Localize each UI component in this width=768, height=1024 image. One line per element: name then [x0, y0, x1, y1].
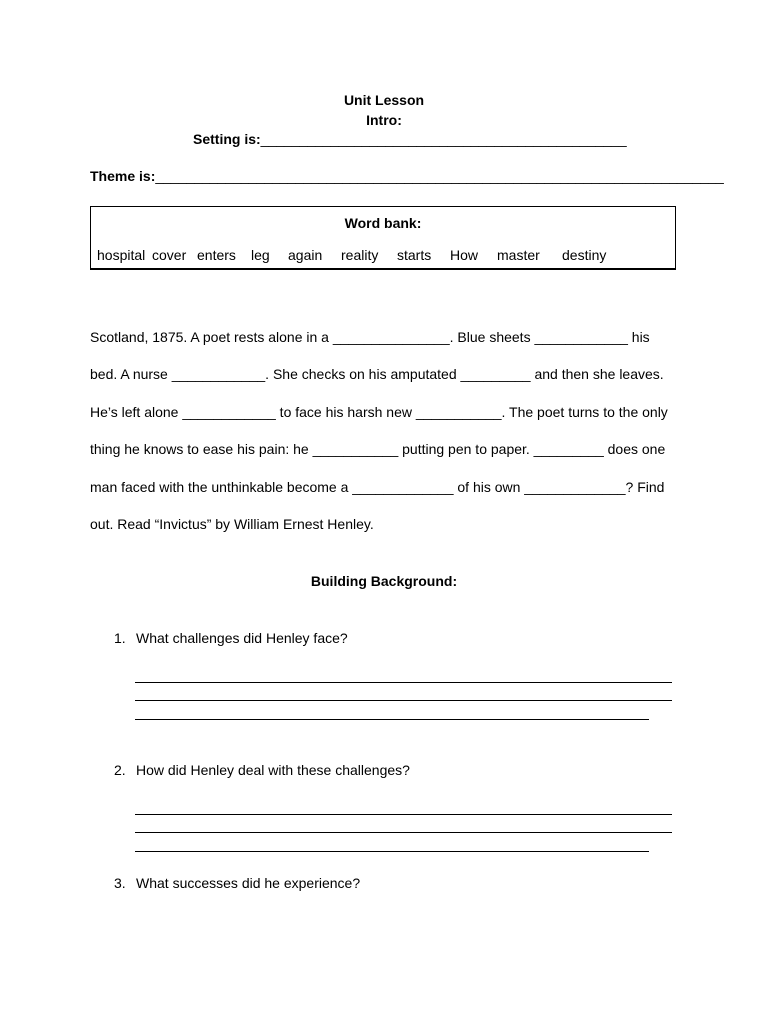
page-title: Unit Lesson — [343, 92, 425, 108]
setting-field[interactable] — [193, 131, 627, 147]
question-number: 2. — [114, 762, 126, 778]
word-bank-word: leg — [251, 247, 270, 263]
setting-blank[interactable]: _______________________________________________ — [260, 131, 627, 147]
answer-line[interactable] — [135, 814, 672, 815]
question-number: 3. — [114, 875, 126, 891]
intro-heading: Intro: — [366, 112, 402, 128]
passage-line: out. Read “Invictus” by William Ernest Henley. — [90, 516, 374, 532]
word-bank-word: destiny — [562, 247, 607, 263]
answer-line[interactable] — [135, 719, 649, 720]
passage-line: He’s left alone ____________ to face his harsh new ___________. The poet turns to the only — [90, 404, 668, 420]
passage-line: Scotland, 1875. A poet rests alone in a _______________. Blue sheets ____________ his — [90, 329, 650, 345]
word-bank-title: Word bank: — [344, 215, 422, 231]
word-bank-word: again — [288, 247, 323, 263]
word-bank-box — [90, 206, 676, 270]
answer-line[interactable] — [135, 700, 672, 701]
word-bank-word: enters — [197, 247, 236, 263]
answer-line[interactable] — [135, 851, 649, 852]
setting-label: Setting is: — [193, 131, 261, 147]
question-text: What challenges did Henley face? — [136, 630, 348, 646]
theme-blank[interactable]: _________________________________________________________________________ — [155, 168, 724, 184]
answer-line[interactable] — [135, 682, 672, 683]
word-bank-word: How — [450, 247, 479, 263]
building-background-heading: Building Background: — [310, 573, 458, 589]
word-bank-word: hospital — [97, 247, 146, 263]
passage-line: man faced with the unthinkable become a _____________ of his own _____________? Find — [90, 479, 665, 495]
word-bank-word: starts — [397, 247, 432, 263]
question-text: How did Henley deal with these challenges? — [136, 762, 410, 778]
theme-label: Theme is: — [90, 168, 156, 184]
passage-line: thing he knows to ease his pain: he ___________ putting pen to paper. _________ does one — [90, 441, 666, 457]
theme-field[interactable] — [90, 168, 724, 184]
answer-line[interactable] — [135, 832, 672, 833]
word-bank-word: reality — [341, 247, 379, 263]
question-text: What successes did he experience? — [136, 875, 361, 891]
word-bank-word: cover — [152, 247, 187, 263]
passage-line: bed. A nurse ____________. She checks on his amputated _________ and then she leaves. — [90, 366, 664, 382]
word-bank-word: master — [497, 247, 540, 263]
question-number: 1. — [114, 630, 126, 646]
